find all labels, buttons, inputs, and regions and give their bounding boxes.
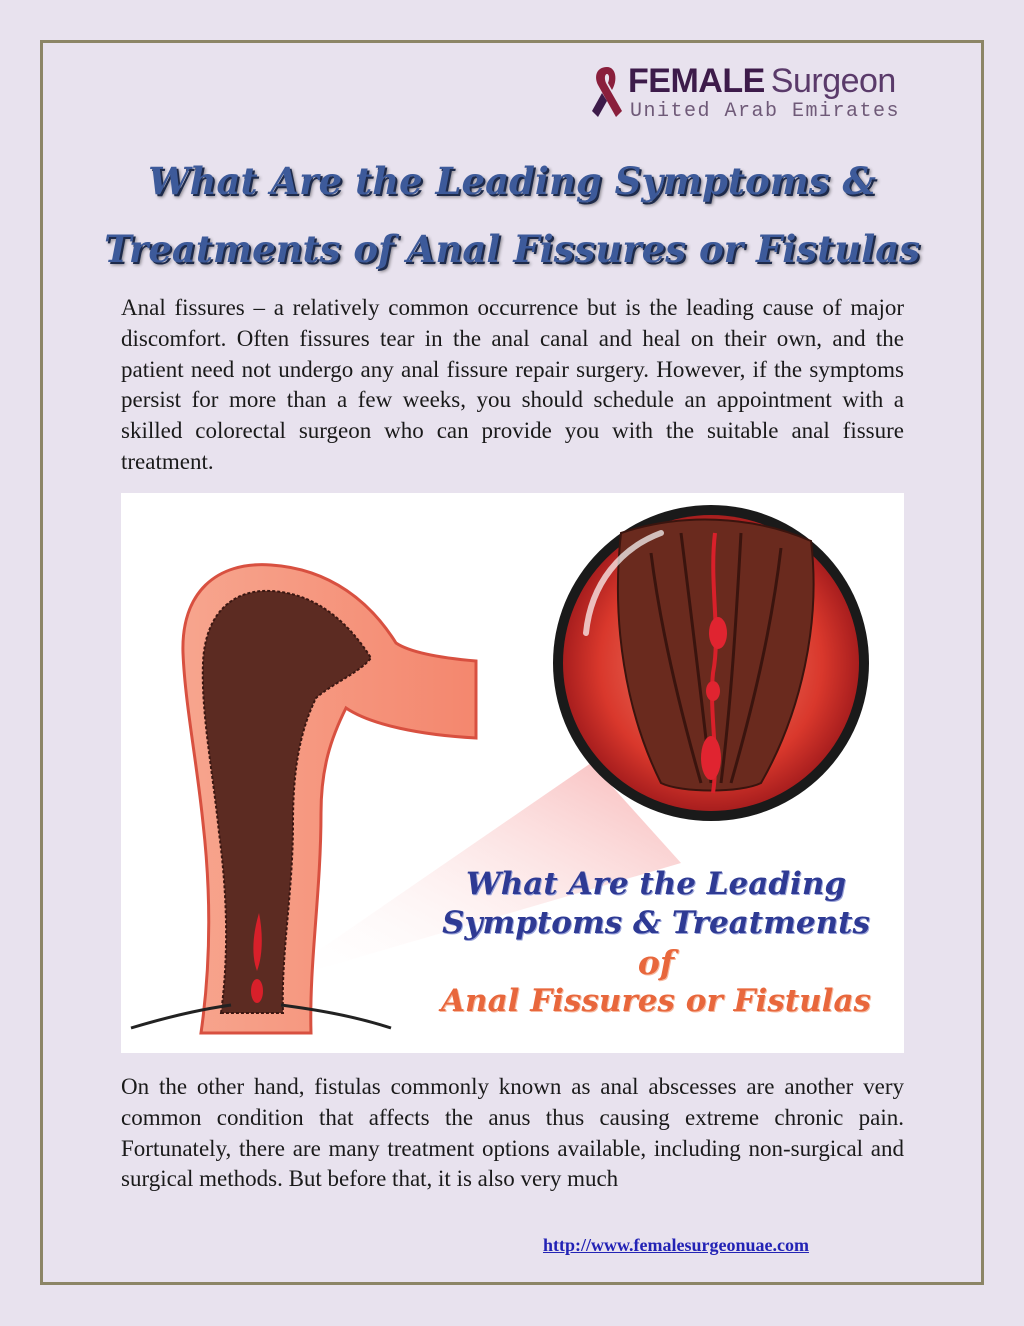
fistula-paragraph: On the other hand, fistulas commonly known as anal abscesses are another very common condition that affects the anus thus causing extreme chronic pain. Fortunately, there are many treatment options available, including non-surgical and surgical methods. But before that, it is also very much [121, 1074, 904, 1192]
caption-line-2: Symptoms & Treatments [442, 905, 870, 941]
page-title-line-2: Treatments of Anal Fissures or Fistulas [103, 227, 921, 271]
caption-line-1: What Are the Leading [465, 866, 847, 902]
page-title-line-1: What Are the Leading Symptoms & [148, 159, 876, 203]
magnified-blood-drop-2 [706, 681, 720, 701]
brand-name [628, 63, 896, 99]
brand-logo [588, 61, 908, 126]
awareness-ribbon-icon [588, 63, 626, 121]
page-title [43, 147, 981, 283]
caption-line-3: of [637, 943, 675, 982]
caption-line-4: Anal Fissures or Fistulas [441, 983, 871, 1019]
illustration-figure [121, 493, 904, 1053]
brand-name-light: Surgeon [770, 62, 896, 100]
magnified-blood-drop-3 [701, 736, 721, 780]
fissure-blood-drop [251, 979, 263, 1003]
illustration-caption [421, 865, 891, 1021]
website-link[interactable]: http://www.femalesurgeonuae.com [543, 1235, 809, 1255]
document-page [40, 40, 984, 1285]
magnified-blood-drop-1 [709, 617, 727, 649]
brand-name-bold: FEMALE [628, 62, 765, 100]
brand-region: United Arab Emirates [630, 100, 901, 123]
intro-paragraph: Anal fissures – a relatively common occurrence but is the leading cause of major discomfort. Often fissures tear in the anal canal and heal on their own, and the patient need not undergo any anal fissure repair surgery. However, if the symptoms persist for more than a few weeks, you should schedule an appointment with a skilled colorectal surgeon who can provide you with the suitable anal fissure treatment. [121, 295, 904, 474]
